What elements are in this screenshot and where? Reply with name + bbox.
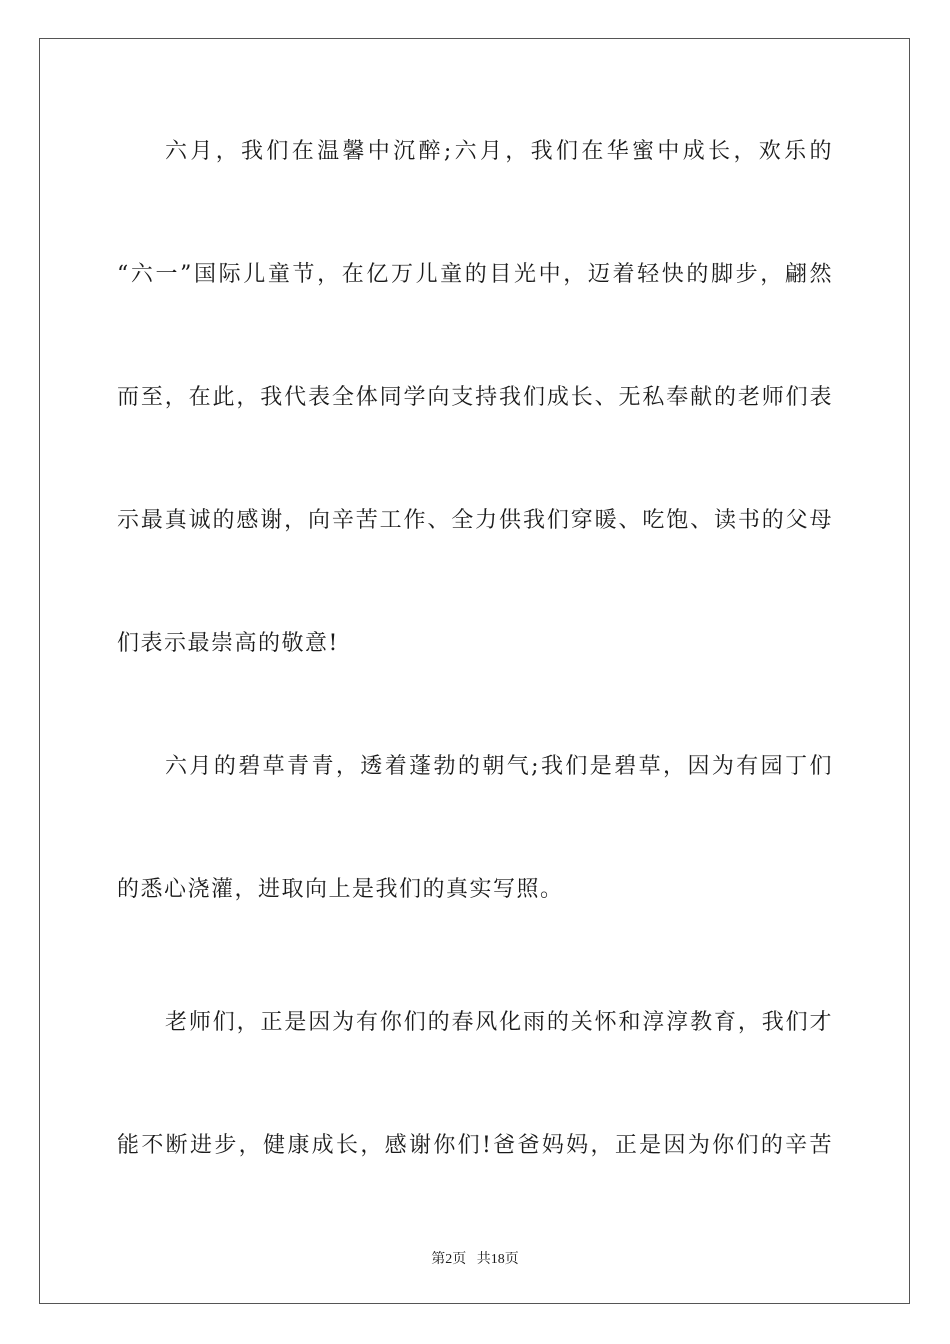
text-line: 示最真诚的感谢，向辛苦工作、全力供我们穿暖、吃饱、读书的父母 — [117, 508, 833, 533]
text-line: 老师们，正是因为有你们的春风化雨的关怀和淳淳教育，我们才 — [165, 1010, 833, 1035]
page-number: 第2页 共18页 — [431, 1252, 519, 1267]
text-line: 六月的碧草青青，透着蓬勃的朝气;我们是碧草，因为有园丁们 — [165, 754, 833, 779]
text-line: 的悉心浇灌，进取向上是我们的真实写照。 — [117, 877, 564, 902]
text-line: 六月，我们在温馨中沉醉;六月，我们在华蜜中成长，欢乐的 — [165, 139, 833, 164]
text-line: 而至，在此，我代表全体同学向支持我们成长、无私奉献的老师们表 — [117, 385, 833, 410]
text-line: “六一”国际儿童节，在亿万儿童的目光中，迈着轻快的脚步，翩然 — [117, 262, 833, 287]
page-border — [39, 38, 910, 1304]
text-line: 能不断进步，健康成长，感谢你们!爸爸妈妈，正是因为你们的辛苦 — [117, 1133, 833, 1158]
text-line: 们表示最崇高的敬意! — [117, 631, 339, 656]
